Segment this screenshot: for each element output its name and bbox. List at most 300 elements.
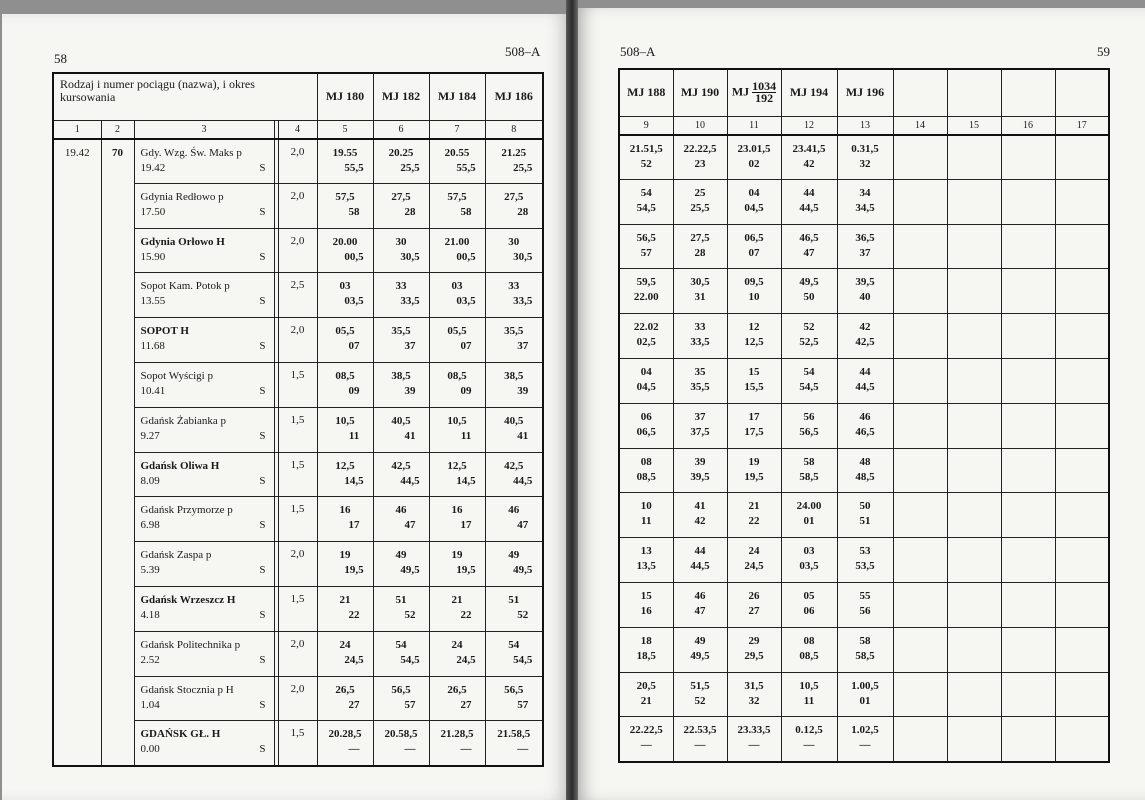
time-cell	[781, 582, 837, 627]
departure-time: —	[640, 739, 652, 752]
time-cell	[485, 183, 543, 228]
table-row	[619, 224, 1109, 269]
book-gutter	[566, 0, 578, 800]
empty-cell	[1055, 582, 1109, 627]
empty-cell	[893, 627, 947, 672]
time-cell	[485, 542, 543, 587]
table-row	[619, 672, 1109, 717]
empty-cell	[893, 493, 947, 538]
departure-time: 22.00	[633, 291, 659, 304]
train-header-fraction	[727, 69, 781, 116]
time-cell	[373, 139, 429, 184]
time-cell	[429, 407, 485, 452]
arrival-time: 17	[748, 410, 760, 423]
time-cell	[373, 497, 429, 542]
departure-time: 25,5	[690, 201, 710, 214]
train-number-denominator: 192	[752, 92, 776, 104]
column-number: 3	[134, 120, 274, 139]
departure-time: 46,5	[855, 425, 875, 438]
departure-time: 56,5	[799, 425, 819, 438]
empty-cell	[1055, 448, 1109, 493]
departure-time: 22	[748, 515, 760, 528]
time-cell	[781, 538, 837, 583]
departure-time: 39,5	[690, 470, 710, 483]
arrival-time: 44	[859, 365, 871, 378]
arrival-time: 20.25	[388, 146, 414, 159]
departure-time: 54,5	[636, 201, 656, 214]
distance-cell: 2,0	[278, 542, 317, 587]
empty-cell	[893, 403, 947, 448]
station-cell	[134, 676, 274, 721]
arrival-time: 27,5	[391, 190, 411, 203]
time-cell	[727, 403, 781, 448]
table-row	[619, 627, 1109, 672]
arrival-time: 16	[451, 504, 463, 517]
departure-time: 44,5	[855, 380, 875, 393]
departure-time: 18,5	[636, 649, 656, 662]
time-cell	[429, 273, 485, 318]
column-number: 7	[429, 120, 485, 139]
departure-time: 42,5	[855, 336, 875, 349]
table-row	[619, 269, 1109, 314]
empty-cell	[1055, 403, 1109, 448]
table-row	[53, 139, 543, 184]
station-cell	[134, 586, 274, 631]
departure-time: 13,5	[636, 560, 656, 573]
departure-time: 25,5	[400, 161, 420, 174]
distance-cell: 1,5	[278, 586, 317, 631]
station-name: Gdy. Wzg. Św. Maks p	[140, 146, 242, 159]
column-1-value: 19.42	[53, 139, 101, 766]
column-number: 16	[1001, 116, 1055, 135]
departure-time: 48,5	[855, 470, 875, 483]
departure-time: 03,5	[799, 560, 819, 573]
departure-time: 02,5	[636, 336, 656, 349]
table-row	[619, 135, 1109, 180]
departure-time: 14,5	[456, 474, 476, 487]
arrival-time: 27,5	[504, 190, 524, 203]
departure-time: 02	[748, 157, 760, 170]
departure-time: 37,5	[690, 425, 710, 438]
arrival-time: 19	[339, 549, 351, 562]
departure-time: 33,5	[690, 336, 710, 349]
arrival-time: 54	[508, 638, 520, 651]
distance-cell: 1,5	[278, 497, 317, 542]
arrival-time: 26,5	[335, 683, 355, 696]
time-cell	[837, 717, 893, 762]
arrival-time: 33	[508, 280, 520, 293]
arrival-time: 19.55	[332, 146, 358, 159]
departure-time: 28	[517, 205, 529, 218]
arrival-time: 56,5	[391, 683, 411, 696]
station-flag: S	[259, 340, 266, 353]
time-cell	[429, 631, 485, 676]
station-name: Gdańsk Stocznia p H	[140, 683, 234, 696]
departure-time: 27	[748, 604, 760, 617]
station-km: 1.04	[140, 698, 160, 711]
arrival-time: 31,5	[744, 679, 764, 692]
departure-time: 29,5	[744, 649, 764, 662]
time-cell	[781, 269, 837, 314]
timetable-left	[52, 72, 544, 767]
table-row	[619, 403, 1109, 448]
time-cell	[317, 228, 373, 273]
time-cell	[373, 676, 429, 721]
time-cell	[485, 228, 543, 273]
empty-cell	[947, 672, 1001, 717]
departure-time: 24,5	[456, 653, 476, 666]
arrival-time: 21.58,5	[497, 728, 531, 741]
arrival-time: 20.55	[444, 146, 470, 159]
arrival-time: 58	[803, 455, 815, 468]
arrival-time: 03	[339, 280, 351, 293]
arrival-time: 40,5	[391, 414, 411, 427]
arrival-time: 35,5	[391, 325, 411, 338]
time-cell	[837, 135, 893, 180]
station-flag: S	[259, 743, 266, 756]
departure-time: 41	[404, 429, 416, 442]
table-row	[619, 448, 1109, 493]
station-cell	[134, 631, 274, 676]
arrival-time: 04	[748, 186, 760, 199]
arrival-time: 21	[748, 500, 760, 513]
arrival-time: 51,5	[690, 679, 710, 692]
arrival-time: 25	[694, 186, 706, 199]
arrival-time: 51	[395, 593, 407, 606]
time-cell	[727, 627, 781, 672]
time-cell	[317, 362, 373, 407]
arrival-time: 22.02	[633, 321, 659, 334]
empty-cell	[947, 448, 1001, 493]
time-cell	[673, 627, 727, 672]
empty-cell	[1001, 224, 1055, 269]
distance-cell: 1,5	[278, 721, 317, 766]
departure-time: 57	[640, 246, 652, 259]
station-km: 19.42	[140, 161, 166, 174]
station-cell	[134, 362, 274, 407]
station-flag: S	[259, 653, 266, 666]
empty-cell	[893, 717, 947, 762]
departure-time: 55,5	[344, 161, 364, 174]
departure-time: 39	[404, 384, 416, 397]
departure-time: 23	[694, 157, 706, 170]
time-cell	[429, 362, 485, 407]
station-km: 17.50	[140, 205, 166, 218]
empty-cell	[1055, 358, 1109, 403]
empty-cell	[893, 314, 947, 359]
arrival-time: 42,5	[391, 459, 411, 472]
arrival-time: 21	[451, 593, 463, 606]
empty-cell	[947, 493, 1001, 538]
time-cell	[781, 448, 837, 493]
time-cell	[373, 631, 429, 676]
arrival-time: 38,5	[391, 369, 411, 382]
time-cell	[317, 407, 373, 452]
time-cell	[619, 403, 673, 448]
arrival-time: 54	[395, 638, 407, 651]
train-header: MJ 194	[781, 69, 837, 116]
time-cell	[619, 582, 673, 627]
arrival-time: 08,5	[335, 369, 355, 382]
time-cell	[673, 672, 727, 717]
time-cell	[619, 538, 673, 583]
table-row	[619, 358, 1109, 403]
time-cell	[619, 493, 673, 538]
time-cell	[485, 407, 543, 452]
departure-time: —	[348, 743, 360, 756]
time-cell	[673, 403, 727, 448]
departure-time: 58,5	[799, 470, 819, 483]
departure-time: 24,5	[344, 653, 364, 666]
train-prefix: MJ	[731, 84, 750, 99]
train-header: MJ 180	[317, 73, 373, 120]
train-header: MJ 196	[837, 69, 893, 116]
departure-time: 22	[460, 608, 472, 621]
column-number: 6	[373, 120, 429, 139]
train-header: MJ 184	[429, 73, 485, 120]
departure-time: 30,5	[513, 250, 533, 263]
departure-time: 07	[348, 340, 360, 353]
train-header: MJ 190	[673, 69, 727, 116]
departure-time: 17,5	[744, 425, 764, 438]
arrival-time: 49	[395, 549, 407, 562]
time-cell	[373, 542, 429, 587]
station-name: Gdańsk Wrzeszcz H	[140, 593, 236, 606]
departure-time: 19,5	[456, 564, 476, 577]
time-cell	[727, 314, 781, 359]
arrival-time: 24.00	[796, 500, 822, 513]
time-cell	[673, 269, 727, 314]
time-cell	[673, 358, 727, 403]
time-cell	[429, 139, 485, 184]
departure-time: —	[460, 743, 472, 756]
departure-time: 58,5	[855, 649, 875, 662]
arrival-time: 48	[859, 455, 871, 468]
departure-time: 57	[404, 698, 416, 711]
station-name: Gdynia Orłowo H	[140, 235, 225, 248]
arrival-time: 10,5	[799, 679, 819, 692]
station-cell	[134, 139, 274, 184]
departure-time: 03,5	[344, 295, 364, 308]
arrival-time: 24	[748, 545, 760, 558]
timetable-code-left: 508–A	[505, 44, 541, 59]
time-cell	[485, 273, 543, 318]
time-cell	[429, 542, 485, 587]
distance-cell: 2,0	[278, 183, 317, 228]
time-cell	[781, 717, 837, 762]
departure-time: 27	[348, 698, 360, 711]
arrival-time: 12,5	[447, 459, 467, 472]
departure-time: 19,5	[744, 470, 764, 483]
page-number-right: 59	[1097, 44, 1110, 59]
column-number: 11	[727, 116, 781, 135]
departure-time: 42	[803, 157, 815, 170]
departure-time: 30,5	[400, 250, 420, 263]
empty-cell	[893, 538, 947, 583]
departure-time: —	[517, 743, 529, 756]
arrival-time: 56,5	[504, 683, 524, 696]
empty-cell	[1001, 582, 1055, 627]
time-cell	[619, 135, 673, 180]
departure-time: 49,5	[690, 649, 710, 662]
distance-cell: 2,0	[278, 631, 317, 676]
time-cell	[837, 314, 893, 359]
departure-time: 58	[348, 205, 360, 218]
departure-time: 22	[348, 608, 360, 621]
departure-time: 24,5	[744, 560, 764, 573]
time-cell	[485, 586, 543, 631]
departure-time: 14,5	[344, 474, 364, 487]
arrival-time: 44	[694, 545, 706, 558]
departure-time: 17	[348, 519, 360, 532]
train-header: MJ 182	[373, 73, 429, 120]
empty-cell	[947, 538, 1001, 583]
station-km: 13.55	[140, 295, 166, 308]
time-cell	[485, 721, 543, 766]
time-cell	[727, 672, 781, 717]
time-cell	[373, 721, 429, 766]
departure-time: 54,5	[513, 653, 533, 666]
departure-time: 03,5	[456, 295, 476, 308]
arrival-time: 20.28,5	[328, 728, 362, 741]
empty-cell	[893, 358, 947, 403]
empty-cell	[1001, 358, 1055, 403]
arrival-time: 08	[803, 634, 815, 647]
departure-time: 44,5	[513, 474, 533, 487]
column-number: 5	[317, 120, 373, 139]
arrival-time: 15	[640, 589, 652, 602]
empty-cell	[947, 717, 1001, 762]
arrival-time: 20.00	[332, 235, 358, 248]
empty-cell	[1055, 538, 1109, 583]
departure-time: 52,5	[799, 336, 819, 349]
time-cell	[727, 135, 781, 180]
column-2-value: 70	[101, 139, 134, 766]
arrival-time: 59,5	[636, 276, 656, 289]
empty-cell	[947, 314, 1001, 359]
arrival-time: 39	[694, 455, 706, 468]
empty-cell	[1001, 538, 1055, 583]
column-number: 9	[619, 116, 673, 135]
station-cell	[134, 318, 274, 363]
table-row	[619, 582, 1109, 627]
time-cell	[781, 179, 837, 224]
time-cell	[317, 139, 373, 184]
arrival-time: 03	[451, 280, 463, 293]
arrival-time: 18	[640, 634, 652, 647]
empty-cell	[1055, 179, 1109, 224]
departure-time: 28	[694, 246, 706, 259]
time-cell	[781, 135, 837, 180]
time-cell	[317, 586, 373, 631]
arrival-time: 23.01,5	[737, 142, 771, 155]
time-cell	[727, 179, 781, 224]
empty-cell	[947, 179, 1001, 224]
arrival-time: 38,5	[504, 369, 524, 382]
departure-time: 04,5	[636, 380, 656, 393]
station-name: Gdynia Redłowo p	[140, 190, 224, 203]
departure-time: 50	[803, 291, 815, 304]
departure-time: 11	[803, 694, 815, 707]
departure-time: 28	[404, 205, 416, 218]
arrival-time: 42,5	[504, 459, 524, 472]
departure-time: 06,5	[636, 425, 656, 438]
table-row	[619, 538, 1109, 583]
empty-cell	[947, 135, 1001, 180]
departure-time: 21	[640, 694, 652, 707]
arrival-time: 08,5	[447, 369, 467, 382]
time-cell	[619, 179, 673, 224]
arrival-time: 06	[640, 410, 652, 423]
empty-cell	[1055, 269, 1109, 314]
time-cell	[373, 228, 429, 273]
column-number: 13	[837, 116, 893, 135]
empty-cell	[1001, 314, 1055, 359]
time-cell	[619, 314, 673, 359]
time-cell	[837, 538, 893, 583]
station-flag: S	[259, 698, 266, 711]
time-cell	[837, 224, 893, 269]
empty-cell	[947, 358, 1001, 403]
time-cell	[317, 542, 373, 587]
departure-time: 11	[641, 515, 652, 528]
arrival-time: 10,5	[335, 414, 355, 427]
departure-time: 49,5	[400, 564, 420, 577]
time-cell	[781, 224, 837, 269]
arrival-time: 41	[694, 500, 706, 513]
arrival-time: 08	[640, 455, 652, 468]
departure-time: 07	[748, 246, 760, 259]
time-cell	[317, 273, 373, 318]
departure-time: 37	[517, 340, 529, 353]
empty-cell	[1001, 403, 1055, 448]
time-cell	[781, 672, 837, 717]
station-flag: S	[259, 205, 266, 218]
empty-cell	[893, 269, 947, 314]
time-cell	[429, 183, 485, 228]
arrival-time: 55	[859, 589, 871, 602]
arrival-time: 29	[748, 634, 760, 647]
empty-cell	[1055, 717, 1109, 762]
departure-time: —	[748, 739, 760, 752]
empty-cell	[1001, 135, 1055, 180]
time-cell	[837, 493, 893, 538]
column-number: 1	[53, 120, 101, 139]
departure-time: 31	[694, 291, 706, 304]
departure-time: 56	[859, 604, 871, 617]
arrival-time: 30	[508, 235, 520, 248]
station-flag: S	[259, 161, 266, 174]
station-cell	[134, 228, 274, 273]
arrival-time: 49	[694, 634, 706, 647]
arrival-time: 03	[803, 545, 815, 558]
empty-cell	[1001, 269, 1055, 314]
departure-time: 12,5	[744, 336, 764, 349]
departure-time: 09	[460, 384, 472, 397]
departure-time: 01	[859, 694, 871, 707]
departure-time: 49,5	[513, 564, 533, 577]
time-cell	[317, 721, 373, 766]
arrival-time: 49	[508, 549, 520, 562]
train-type-header: Rodzaj i numer pociągu (nazwa), i okres kursowania	[53, 73, 317, 120]
time-cell	[673, 224, 727, 269]
station-km: 2.52	[140, 653, 160, 666]
train-header: MJ 188	[619, 69, 673, 116]
arrival-time: 26,5	[447, 683, 467, 696]
empty-cell	[893, 582, 947, 627]
time-cell	[429, 586, 485, 631]
arrival-time: 12,5	[335, 459, 355, 472]
